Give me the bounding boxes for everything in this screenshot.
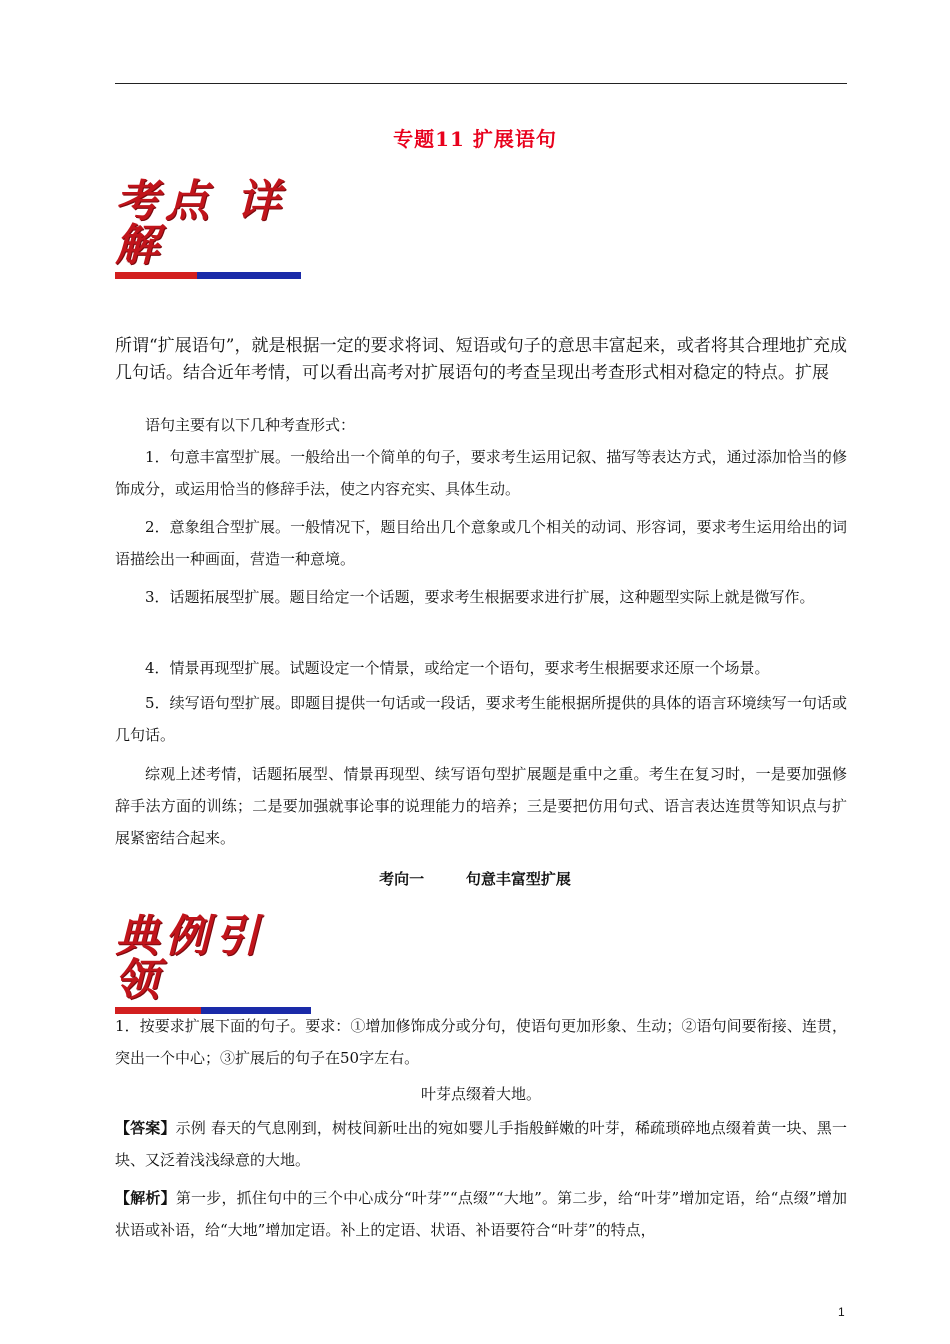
intro-paragraph: 所谓“扩展语句”，就是根据一定的要求将词、短语或句子的意思丰富起来，或者将其合理地扩充成几句话。结合近年考情，可以看出高考对扩展语句的考查呈现出考查形式相对稳定的特点。扩展 [115,336,847,383]
banner-dianli [115,911,311,1014]
page-title: 专题11 扩展语句 [393,127,557,151]
answer-label: 【答案】 [115,1119,176,1137]
item-3: 3．话题拓展型扩展。题目给定一个话题，要求考生根据要求进行扩展，这种题型实际上就是微写作。 [145,588,815,606]
banner-kaodian-text: 考点 详解 [115,176,287,271]
summary-paragraph: 综观上述考情，话题拓展型、情景再现型、续写语句型扩展题是重中之重。考生在复习时，一是要加强修辞手法方面的训练；二是要加强就事论事的说理能力的培养；三是要把仿用句式、语言表达连贯等知识点与扩展紧密结合起来。 [115,765,847,847]
answer-text: 示例 春天的气息刚到，树枝间新吐出的宛如婴儿手指般鲜嫩的叶芽，稀疏琐碎地点缀着黄一块、黑一块、又泛着浅浅绿意的大地。 [115,1119,847,1169]
header-rule [115,83,847,84]
section-heading [0,868,950,889]
analysis-label: 【解析】 [115,1189,176,1207]
banner-underline [115,272,301,279]
section-label: 考向一 [379,870,425,888]
item-2: 2．意象组合型扩展。一般情况下，题目给出几个意象或几个相关的动词、形容词，要求考生运用给出的词语描绘出一种画面，营造一种意境。 [115,518,847,568]
question-sentence: 叶芽点缀着大地。 [420,1085,541,1103]
analysis-text: 第一步，抓住句中的三个中心成分“叶芽”“点缀”“大地”。第二步，给“叶芽”增加定语，给“点缀”增加状语或补语，给“大地”增加定语。补上的定语、状语、补语要符合“叶芽”的特点， [115,1189,847,1239]
item-1: 1．句意丰富型扩展。一般给出一个简单的句子，要求考生运用记叙、描写等表达方式，通过添加恰当的修饰成分，或运用恰当的修辞手法，使之内容充实、具体生动。 [115,448,847,498]
intro-continuation: 语句主要有以下几种考查形式： [145,416,356,434]
item-4: 4．情景再现型扩展。试题设定一个情景，或给定一个语句，要求考生根据要求还原一个场景。 [145,659,770,677]
banner-dianli-text: 典例引领 [115,911,265,1006]
banner-kaodian [115,176,301,279]
section-name: 句意丰富型扩展 [465,870,571,888]
analysis-paragraph [115,1182,847,1246]
answer-paragraph [115,1112,847,1176]
question-text: 1．按要求扩展下面的句子。要求：①增加修饰成分或分句，使语句更加形象、生动；②语句间要衔接、连贯，突出一个中心；③扩展后的句子在50字左右。 [115,1017,847,1067]
page-number: 1 [838,1305,845,1319]
item-5: 5．续写语句型扩展。即题目提供一句话或一段话，要求考生能根据所提供的具体的语言环境续写一句话或几句话。 [115,694,847,744]
